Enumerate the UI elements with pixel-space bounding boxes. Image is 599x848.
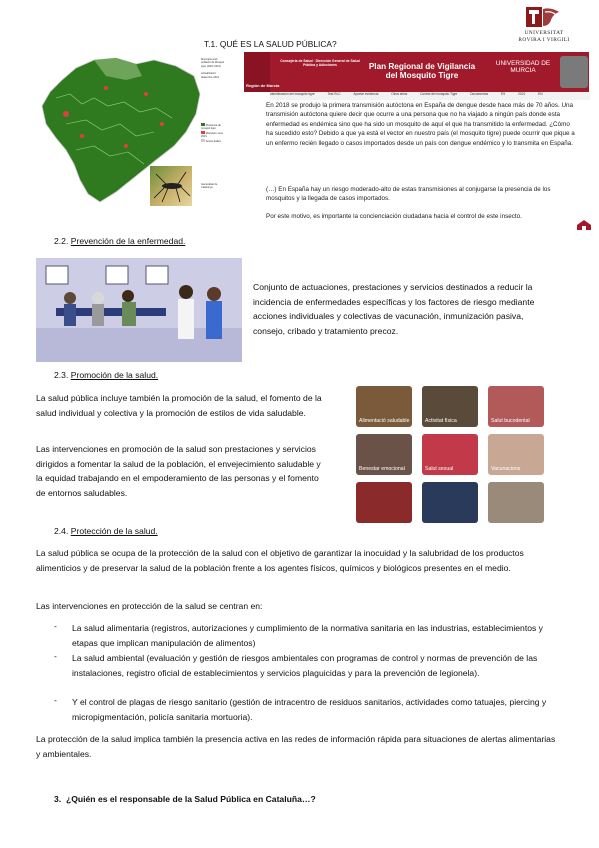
tile-activitat[interactable]: Activitat física: [422, 386, 478, 427]
map-legend-item: Presència de mosquit tigre: [201, 124, 221, 131]
nav-item[interactable]: EN: [538, 92, 543, 96]
bullet-dash: -: [54, 651, 57, 661]
tile-7[interactable]: [356, 482, 412, 523]
university-logo: [521, 6, 567, 28]
tile-8[interactable]: [422, 482, 478, 523]
banner-nav: [270, 92, 590, 100]
university-logo-text: UNIVERSITAT ROVIRA I VIRGILI: [518, 30, 570, 43]
tile-vacunacions[interactable]: Vacunacions: [488, 434, 544, 475]
tile-salut-sexual[interactable]: Salut sexual: [422, 434, 478, 475]
banner-para1: En 2018 se produjo la primera transmisión autóctona en España de dengue desde hace más de 70 años. Una transmisión autóctona quiere decir que ocurre a una persona que no ha viajado a ningún país donde esta enfermedad es endémica sino que ha sido un mosquito de aquí el que ha transmitido la enfermedad. ¿Cómo ha sucedido esto? Debido a que ya está el vector en nuestro país (el mosquito tigre) puede ocurrir que pique a un enfermo recién llegado o casos importados desde un país con dengue endémico y lo transmita en España.: [266, 102, 575, 147]
heading-2-2: 2.2. Prevención de la enfermedad.: [54, 236, 186, 246]
tile-salut-bucodental[interactable]: Salut bucodental: [488, 386, 544, 427]
banner-para2: (…) En España hay un riesgo moderado-alto de estas transmisiones al conjugarse la presencia de los mosquitos y la llegada de casos importados.: [266, 186, 551, 203]
map-legend-date: Actualització: desembre 2021: [201, 72, 220, 79]
nav-item[interactable]: Aportar evidencia: [353, 92, 379, 96]
health-topics-grid: [356, 386, 544, 538]
map-legend-footer: Generalitat de Catalunya: [201, 183, 218, 190]
nav-item[interactable]: ES: [501, 92, 506, 96]
building-icon: [576, 218, 592, 230]
nav-item[interactable]: Test RLC: [327, 92, 341, 96]
map-legend-title: Municipis amb població de Mosquit tigre (2007-2021): [201, 58, 225, 68]
nav-item[interactable]: Documentos: [470, 92, 489, 96]
tile-benestar[interactable]: Benestar emocional: [356, 434, 412, 475]
waiting-room-illustration: [36, 258, 242, 362]
university-seal-icon: [560, 56, 588, 88]
catalonia-mosquito-map: [36, 54, 228, 214]
banner-university: UNIVERSIDAD DE MURCIA: [495, 60, 551, 75]
map-legend-item: Municipis nous 2021: [201, 131, 223, 139]
prevention-text: Conjunto de actuaciones, prestaciones y servicios destinados a reducir la incidencia de enfermedades específicas y los factores de riesgo mediante acciones individuales y colectivas de vacunación, inmunización pasiva, consejo, cribado y tratamiento precoz.: [253, 282, 535, 336]
bullet-dash: -: [54, 695, 57, 705]
heading-2-3: 2.3. Promoción de la salud.: [54, 370, 159, 380]
map-legend: [201, 58, 227, 190]
banner-title: Plan Regional de Vigilancia del Mosquito Tigre: [368, 62, 476, 80]
protection-para2: Las intervenciones en protección de la salud se centran en:: [36, 601, 263, 611]
tile-9[interactable]: [488, 482, 544, 523]
mosquito-photo: [150, 166, 192, 206]
section-title: T.1. QUÉ ES LA SALUD PÚBLICA?: [204, 39, 337, 49]
nav-item[interactable]: Otros sitios: [391, 92, 408, 96]
map-legend-item: Sense dades: [201, 139, 227, 143]
promotion-para2: Las intervenciones en promoción de la salud son prestaciones y servicios dirigidos a fomentar la salud de la población, el envejecimiento saludable y la equidad trabajando en el empoderamiento de las personas y el fomento de entornos saludables.: [36, 444, 321, 498]
bullet-item: Y el control de plagas de riesgo sanitario (gestión de intracentro de residuos sanitarios, actividades como tatuajes, piercing y micropigmentación, policía sanitaria mortuoria).: [72, 697, 547, 722]
nav-item[interactable]: 2021: [518, 92, 526, 96]
murcia-banner: [244, 52, 589, 92]
banner-para3: Por este motivo, es importante la concienciación ciudadana hacia el control de este insecto.: [266, 213, 522, 220]
protection-para3: La protección de la salud implica también la presencia activa en las redes de información rápida para situaciones de alertas alimentarias y ambientales.: [36, 734, 556, 759]
bullet-item: La salud alimentaria (registros, autorizaciones y cumplimiento de la normativa sanitaria en las industrias, establecimientos y etapas que implican manipulación de alimentos): [72, 623, 543, 648]
heading-2-4: 2.4. Protección de la salud.: [54, 526, 158, 536]
promotion-para1: La salud pública incluye también la promoción de la salud, el fomento de la salud individual y colectiva y la promoción de estilos de vida saludable.: [36, 393, 322, 418]
banner-org: Consejería de Salud · Dirección General de Salud Pública y Adicciones: [280, 59, 360, 68]
banner-region: Región de Murcia: [246, 83, 280, 88]
bullet-dash: -: [54, 621, 57, 631]
nav-item[interactable]: Identificación del mosquito tigre: [270, 92, 315, 96]
heading-3: 3. ¿Quién es el responsable de la Salud Pública en Cataluña…?: [54, 794, 316, 804]
bullet-item: La salud ambiental (evaluación y gestión de riesgos ambientales con programas de control y normas de prevención de las instalaciones, registro oficial de establecimientos y servicios plaguicidas y para la prevención de legionela).: [72, 653, 538, 678]
protection-para1: La salud pública se ocupa de la protección de la salud con el objetivo de garantizar la inocuidad y la salubridad de los productos alimenticios y de preservar la salud de la población frente a los agentes físicos, químicos y biológicos presentes en el medio.: [36, 548, 524, 573]
nav-item[interactable]: Control del mosquito Tigre: [420, 92, 458, 96]
tile-alimentacio[interactable]: Alimentació saludable: [356, 386, 412, 427]
